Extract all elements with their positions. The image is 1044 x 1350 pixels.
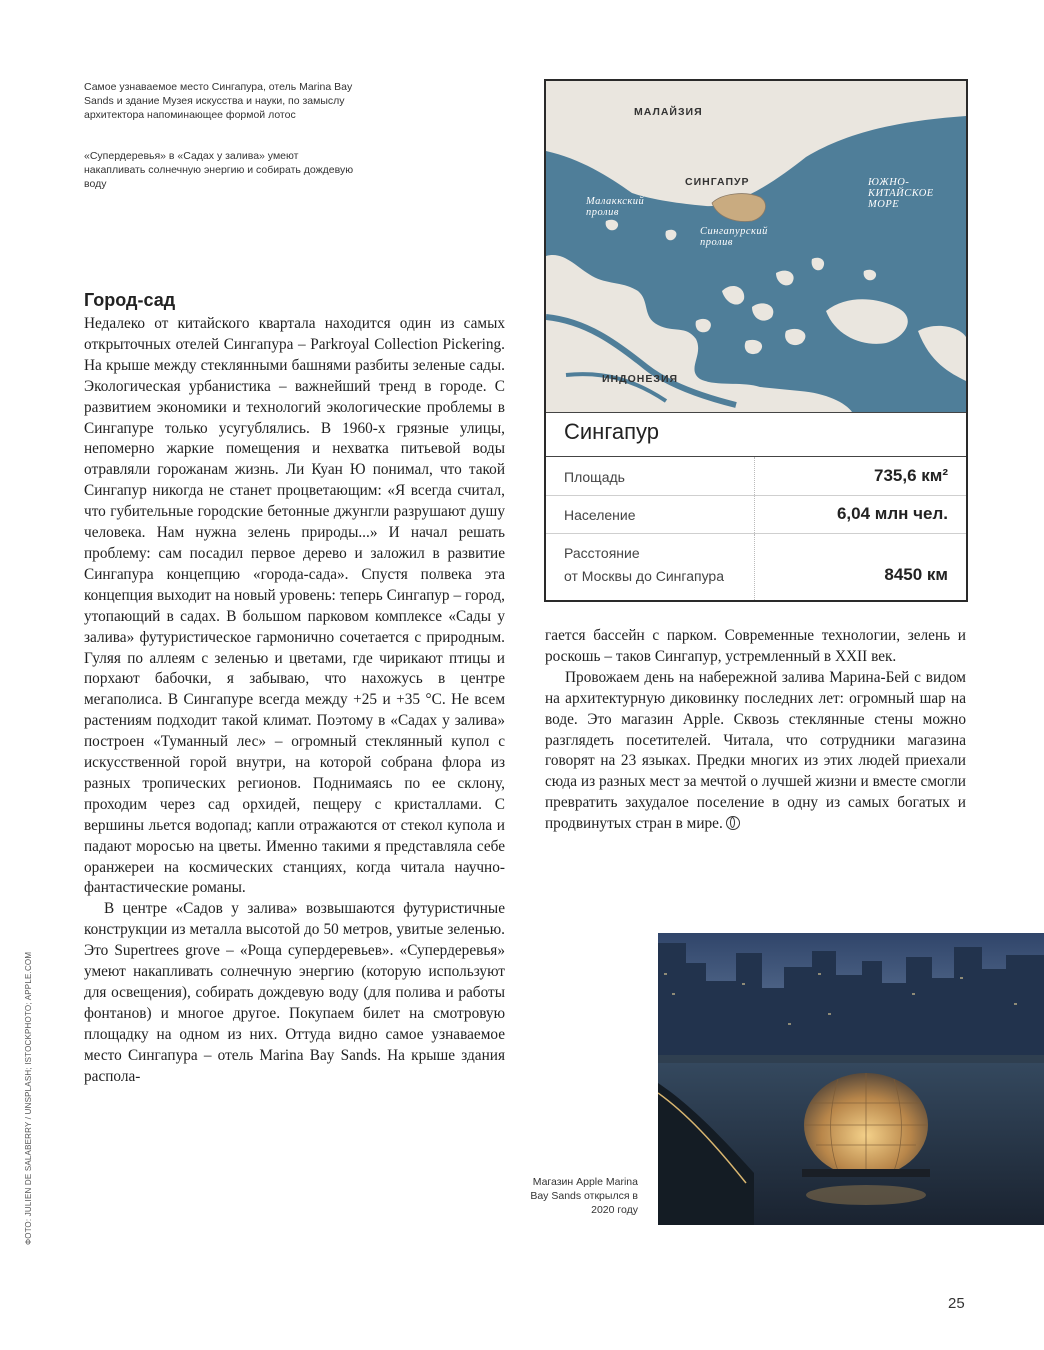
caption-supertrees: «Супердеревья» в «Садах у залива» умеют накапливать солнечную энергию и собирать дождевую воду: [84, 150, 354, 190]
page-number: 25: [948, 1295, 965, 1312]
paragraph: [545, 668, 966, 835]
photo-illustration: [658, 933, 1044, 1225]
map-label-line: КИТАЙСКОЕ: [868, 188, 934, 199]
map-label-malaysia: МАЛАЙЗИЯ: [634, 106, 703, 118]
paragraph-text: Провожаем день на набережной залива Марина-Бей с видом на архитектурную диковинку последних лет: огромный шар на воде. Это магазин Apple. Сквозь стеклянные стены можно разглядеть посетителей. Читала, что сотрудники магазина говорят на 23 языках. Предки многих из этих людей приехали сюда из разных мест за мечтой о лучшей жизни и вместе смогли превратить захудалое поселение в одну из самых богатых и продвинутых стран в мире.: [545, 668, 966, 833]
photo-credit: ФОТО: JULIEN DE SALABERRY / UNSPLASH; ISTOCKPHOTO; APPLE.COM: [24, 951, 33, 1245]
info-row-label: Площадь: [564, 469, 625, 485]
map-label-south-china-sea: [868, 177, 934, 210]
info-row-label: Население: [564, 507, 636, 523]
info-row-area: [546, 457, 966, 496]
info-box-title: Сингапур: [564, 419, 660, 444]
label-line: от Москвы до Сингапура: [564, 568, 724, 584]
map-label-line: пролив: [586, 207, 619, 218]
apple-store-photo: [658, 933, 1044, 1225]
map-label-singapore-strait: [700, 226, 768, 248]
column-divider: [754, 534, 755, 600]
section-heading: Город-сад: [84, 290, 176, 310]
column-divider: [754, 496, 755, 533]
globe-icon: [726, 816, 740, 830]
map-label-malacca-strait: [586, 196, 644, 218]
info-row-value: 735,6 км²: [873, 466, 948, 485]
divider: [546, 412, 966, 413]
info-row-label: [564, 542, 724, 588]
paragraph: гается бассейн с парком. Современные технологии, зелень и роскошь – таков Сингапур, устремленный в XXII век.: [545, 627, 966, 665]
map-label-line: Сингапурский: [700, 226, 768, 237]
article-right-column: [545, 626, 966, 835]
map-label-singapore: СИНГАПУР: [685, 176, 750, 188]
info-row-value: 8450 км: [884, 565, 948, 584]
info-row-value: 6,04 млн чел.: [836, 504, 948, 523]
caption-marina-bay-sands: Самое узнаваемое место Сингапура, отель Marina Bay Sands и здание Музея искусства и науки, по замыслу архитектора напоминающее формой лотос: [84, 81, 353, 121]
map-label-line: ЮЖНО-: [868, 177, 910, 188]
info-box: [544, 79, 968, 602]
map-label-line: Малаккский: [586, 196, 645, 207]
paragraph: Недалеко от китайского квартала находится один из самых открыточных отелей Сингапура – Parkroyal Collection Pickering. На крыше между стеклянными башнями разбиты зеленые сады. Экологическая урбанистика – важнейший тренд в городе. С развитием экономики и технологий экологические проблемы в Сингапуре только усугублялись. В 1960-х грязные улицы, непомерно жаркие помещения и нехватка питьевой воды отравляли горожанам жизнь. Ли Куан Ю понимал, что такой Сингапур никогда не станет процветающим: «Я всегда считал, что губительные городские бетонные джунгли разрушают душу человека. Нам нужна зелень природы...» И начал решать проблему: сам посадил первое дерево и заложил в развитие Сингапура концепцию «города-сада». Спустя полвека эта концепция выходит на новый уровень: теперь Сингапур – город, утопающий в садах. В большом парковом комплексе «Сады у залива» футуристическое гармонично сочетается с природным. Гуляя по аллеям с зеленью и цветами, где чирикают птицы и порхают бабочки, я забываю, что нахожусь в центре мегаполиса. В Сингапуре всегда между +25 и +35 °C. Не всем растениям подходит такой климат. Поэтому в «Садах у залива» построен «Туманный лес» – огромный стеклянный купол с искусственной горой внутри, на которой собрана флора из разных тропических регионов. Поднимаясь по ее склону, проходим через сад орхидей, пещеру с кристаллами. С вершины льется водопад; капли отражаются от стекол купола и падают моросью на цветы. Именно такими я представляла себе оранжереи на космических станциях, когда читала научно-фантастические романы.: [84, 315, 505, 897]
map-label-line: пролив: [700, 237, 733, 248]
column-divider: [754, 457, 755, 495]
info-row-distance: [546, 534, 966, 600]
label-line: Расстояние: [564, 545, 640, 561]
map-label-line: МОРЕ: [868, 199, 900, 210]
photo-caption: Магазин Apple Marina Bay Sands открылся в 2020 году: [530, 1176, 638, 1216]
info-row-population: [546, 496, 966, 534]
paragraph: В центре «Садов у залива» возвышаются футуристичные конструкции из металла высотой до 50 метров, увитые зеленью. Это Supertrees grove – «Роща супердеревьев». «Супердеревья» умеют накапливать солнечную энергию (которую используют для освещения), собирать дождевую воду (для полива и работы фонтанов) и многое другое. Покупаем билет на смотровую площадку на одном из них. Оттуда видно самое узнаваемое место Сингапура – отель Marina Bay Sands. На крыше здания распола-: [84, 900, 505, 1085]
map-label-indonesia: ИНДОНЕЗИЯ: [602, 373, 679, 385]
singapore-map: [546, 81, 966, 412]
article-left-column: [84, 314, 505, 1088]
